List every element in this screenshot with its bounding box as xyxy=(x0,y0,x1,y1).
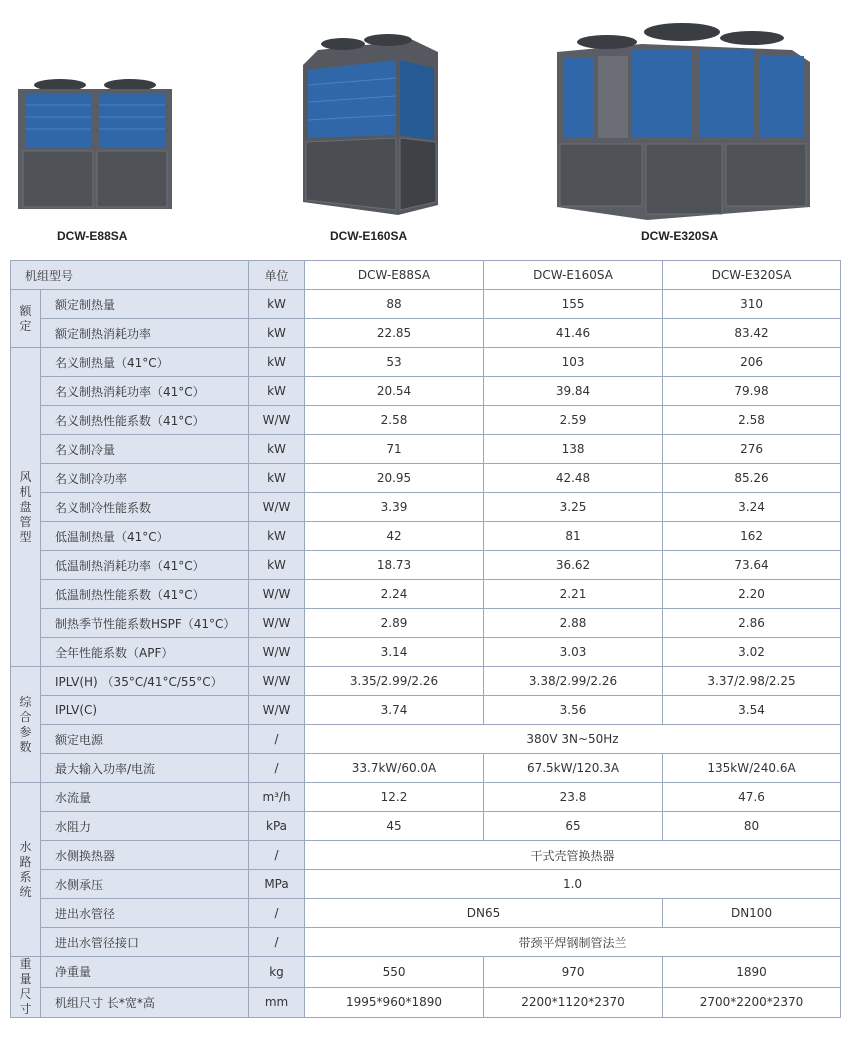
cell: 2.58 xyxy=(305,406,484,435)
cell-merged: 干式壳管换热器 xyxy=(305,841,841,870)
row-unit: kPa xyxy=(249,812,305,841)
row-unit: kW xyxy=(249,551,305,580)
cell: 88 xyxy=(305,290,484,319)
header-model-2: DCW-E160SA xyxy=(484,261,663,290)
row-unit: MPa xyxy=(249,870,305,899)
row-unit: W/W xyxy=(249,667,305,696)
cell: 42 xyxy=(305,522,484,551)
row-name: 低温制热消耗功率（41°C） xyxy=(41,551,249,580)
cell: 18.73 xyxy=(305,551,484,580)
cell: 2.89 xyxy=(305,609,484,638)
row-name: 进出水管径接口 xyxy=(41,928,249,957)
cell: 310 xyxy=(663,290,841,319)
category-general: 综合参数 xyxy=(11,667,41,783)
cell: 53 xyxy=(305,348,484,377)
table-row xyxy=(11,522,841,551)
table-row xyxy=(11,841,841,870)
row-unit: kW xyxy=(249,435,305,464)
row-unit: kW xyxy=(249,319,305,348)
row-name: 低温制热量（41°C） xyxy=(41,522,249,551)
row-unit: W/W xyxy=(249,580,305,609)
cell: 3.54 xyxy=(663,696,841,725)
cell-merged: 带颈平焊钢制管法兰 xyxy=(305,928,841,957)
header-model-3: DCW-E320SA xyxy=(663,261,841,290)
row-name: 名义制冷性能系数 xyxy=(41,493,249,522)
cell: 970 xyxy=(484,957,663,988)
row-name: 制热季节性能系数HSPF（41°C） xyxy=(41,609,249,638)
table-row xyxy=(11,783,841,812)
cell: 3.03 xyxy=(484,638,663,667)
row-name: 全年性能系数（APF） xyxy=(41,638,249,667)
unit-e88sa-image xyxy=(15,75,175,210)
row-unit: kW xyxy=(249,348,305,377)
table-row xyxy=(11,725,841,754)
cell: 23.8 xyxy=(484,783,663,812)
table-row xyxy=(11,580,841,609)
cell: 39.84 xyxy=(484,377,663,406)
row-name: 水流量 xyxy=(41,783,249,812)
cell: 3.24 xyxy=(663,493,841,522)
product-images xyxy=(0,0,850,250)
cell: 45 xyxy=(305,812,484,841)
header-unit: 单位 xyxy=(249,261,305,290)
row-name: 额定制热量 xyxy=(41,290,249,319)
row-name: 最大输入功率/电流 xyxy=(41,754,249,783)
row-name: 名义制冷量 xyxy=(41,435,249,464)
cell: 135kW/240.6A xyxy=(663,754,841,783)
cell: 2.59 xyxy=(484,406,663,435)
row-name: 名义制热消耗功率（41°C） xyxy=(41,377,249,406)
table-row xyxy=(11,638,841,667)
header-model: 机组型号 xyxy=(11,261,249,290)
cell: 80 xyxy=(663,812,841,841)
table-row xyxy=(11,899,841,928)
row-unit: kW xyxy=(249,522,305,551)
row-unit: / xyxy=(249,928,305,957)
row-unit: m³/h xyxy=(249,783,305,812)
cell: 2.24 xyxy=(305,580,484,609)
cell: 162 xyxy=(663,522,841,551)
cell: 85.26 xyxy=(663,464,841,493)
row-unit: kW xyxy=(249,464,305,493)
cell: 83.42 xyxy=(663,319,841,348)
cell: 206 xyxy=(663,348,841,377)
row-name: 水侧承压 xyxy=(41,870,249,899)
row-unit: / xyxy=(249,725,305,754)
cell: 103 xyxy=(484,348,663,377)
unit-label-e160sa: DCW-E160SA xyxy=(330,229,408,243)
table-row xyxy=(11,377,841,406)
cell: 3.74 xyxy=(305,696,484,725)
table-row xyxy=(11,812,841,841)
table-row xyxy=(11,987,841,1018)
table-row xyxy=(11,464,841,493)
cell-merged: DN65 xyxy=(305,899,663,928)
cell: 2.86 xyxy=(663,609,841,638)
table-row xyxy=(11,957,841,988)
category-water: 水路系统 xyxy=(11,783,41,957)
unit-e320sa-image xyxy=(552,22,812,220)
table-row xyxy=(11,754,841,783)
cell: 81 xyxy=(484,522,663,551)
cell: 3.25 xyxy=(484,493,663,522)
table-row xyxy=(11,696,841,725)
cell: 71 xyxy=(305,435,484,464)
table-row xyxy=(11,551,841,580)
cell-merged: 1.0 xyxy=(305,870,841,899)
header-model-1: DCW-E88SA xyxy=(305,261,484,290)
cell: 36.62 xyxy=(484,551,663,580)
cell: 41.46 xyxy=(484,319,663,348)
row-unit: kW xyxy=(249,377,305,406)
row-name: 名义制热性能系数（41°C） xyxy=(41,406,249,435)
table-row xyxy=(11,928,841,957)
row-name: 名义制冷功率 xyxy=(41,464,249,493)
cell: 42.48 xyxy=(484,464,663,493)
row-unit: W/W xyxy=(249,493,305,522)
row-unit: / xyxy=(249,899,305,928)
table-row xyxy=(11,493,841,522)
cell: 2.20 xyxy=(663,580,841,609)
row-name: IPLV(H) （35°C/41°C/55°C） xyxy=(41,667,249,696)
spec-table xyxy=(10,260,841,1018)
row-name: 额定制热消耗功率 xyxy=(41,319,249,348)
cell: 22.85 xyxy=(305,319,484,348)
table-row xyxy=(11,348,841,377)
row-name: 额定电源 xyxy=(41,725,249,754)
cell: 20.95 xyxy=(305,464,484,493)
row-unit: / xyxy=(249,841,305,870)
cell: 67.5kW/120.3A xyxy=(484,754,663,783)
table-row xyxy=(11,319,841,348)
row-unit: kW xyxy=(249,290,305,319)
cell: 3.14 xyxy=(305,638,484,667)
cell: 3.39 xyxy=(305,493,484,522)
category-fan-coil: 风机盘管型 xyxy=(11,348,41,667)
row-unit: W/W xyxy=(249,696,305,725)
category-weight: 重量尺寸 xyxy=(11,957,41,1018)
category-rated: 额定 xyxy=(11,290,41,348)
cell: 550 xyxy=(305,957,484,988)
cell: 73.64 xyxy=(663,551,841,580)
cell: 2700*2200*2370 xyxy=(663,987,841,1018)
cell: 3.37/2.98/2.25 xyxy=(663,667,841,696)
cell: 33.7kW/60.0A xyxy=(305,754,484,783)
cell: 2200*1120*2370 xyxy=(484,987,663,1018)
cell: 3.35/2.99/2.26 xyxy=(305,667,484,696)
cell: 3.38/2.99/2.26 xyxy=(484,667,663,696)
row-name: 机组尺寸 长*宽*高 xyxy=(41,987,249,1018)
row-unit: mm xyxy=(249,987,305,1018)
row-unit: kg xyxy=(249,957,305,988)
table-row xyxy=(11,290,841,319)
cell: 1890 xyxy=(663,957,841,988)
row-name: 进出水管径 xyxy=(41,899,249,928)
table-row xyxy=(11,406,841,435)
cell: 138 xyxy=(484,435,663,464)
cell: 2.88 xyxy=(484,609,663,638)
row-name: 水阻力 xyxy=(41,812,249,841)
row-name: 水侧换热器 xyxy=(41,841,249,870)
cell: 79.98 xyxy=(663,377,841,406)
cell: 276 xyxy=(663,435,841,464)
unit-label-e320sa: DCW-E320SA xyxy=(641,229,719,243)
table-header-row xyxy=(11,261,841,290)
cell: 2.21 xyxy=(484,580,663,609)
cell: 3.56 xyxy=(484,696,663,725)
table-row xyxy=(11,870,841,899)
cell: 65 xyxy=(484,812,663,841)
cell: 3.02 xyxy=(663,638,841,667)
row-name: 名义制热量（41°C） xyxy=(41,348,249,377)
row-unit: W/W xyxy=(249,406,305,435)
cell: 20.54 xyxy=(305,377,484,406)
row-name: 低温制热性能系数（41°C） xyxy=(41,580,249,609)
unit-e160sa-image xyxy=(298,30,443,215)
row-unit: W/W xyxy=(249,638,305,667)
row-name: IPLV(C) xyxy=(41,696,249,725)
cell: 155 xyxy=(484,290,663,319)
cell: 1995*960*1890 xyxy=(305,987,484,1018)
cell-merged: 380V 3N~50Hz xyxy=(305,725,841,754)
cell: 2.58 xyxy=(663,406,841,435)
table-row xyxy=(11,609,841,638)
table-row xyxy=(11,435,841,464)
cell: 12.2 xyxy=(305,783,484,812)
row-unit: W/W xyxy=(249,609,305,638)
row-name: 净重量 xyxy=(41,957,249,988)
cell: 47.6 xyxy=(663,783,841,812)
unit-label-e88sa: DCW-E88SA xyxy=(57,229,128,243)
cell: DN100 xyxy=(663,899,841,928)
table-row xyxy=(11,667,841,696)
row-unit: / xyxy=(249,754,305,783)
